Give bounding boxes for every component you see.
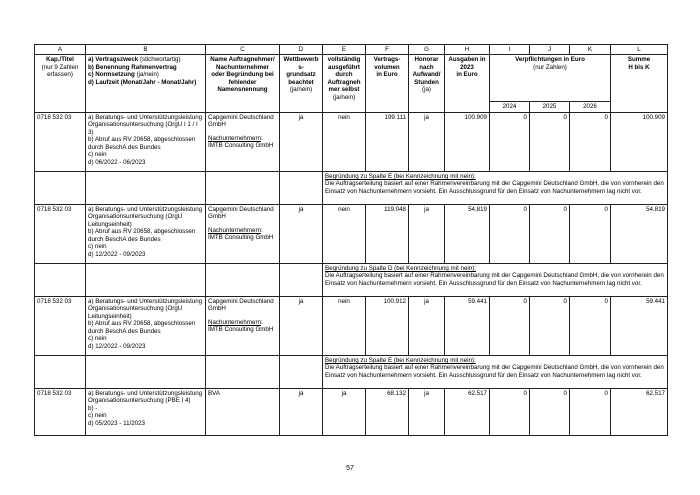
cell-2025: 0 [530,296,570,355]
reason-empty [86,263,206,296]
column-letter: E [323,45,366,55]
cell-summe: 62.517 [611,388,668,435]
header-vertragszweck: a) Vertragszweck (stichwortartig) b) Benennung Rahmenvertrag c) Normsetzung (ja/nein) d) Laufzeit (Monat/Jahr - Monat/Jahr) [86,55,206,112]
cell-volumen: 68.132 [366,388,409,435]
cell-2025: 0 [530,388,570,435]
cell-summe: 59.441 [611,296,668,355]
cell-summe: 54.819 [611,204,668,263]
cell-ausgaben: 59.441 [445,296,490,355]
table-row [35,112,668,171]
cell-honorar: ja [409,296,445,355]
reason-row [35,171,668,204]
cell-2026: 0 [570,204,611,263]
cell-auftragnehmer: Capgemini Deutschland GmbH Nachunternehmern: IMTB Consulting GmbH [206,204,280,263]
year-2025: 2025 [530,102,570,112]
header-vertragsvolumen: Vertrags- volumen in Euro [366,55,409,112]
year-2026: 2026 [570,102,611,112]
cell-kap: 0718 532 03 [35,388,86,435]
header-verpflichtungen: Verpflichtungen in Euro (nur Zahlen) [490,55,611,102]
column-letter-row [35,45,668,55]
cell-2026: 0 [570,388,611,435]
cell-2024: 0 [490,204,530,263]
reason-empty [206,171,280,204]
reason-empty [280,171,323,204]
header-summe: Summe H bis K [611,55,668,112]
column-letter: K [570,45,611,55]
header-row [35,55,668,102]
reason-empty [86,171,206,204]
cell-ausgaben: 54.819 [445,204,490,263]
cell-selbst: nein [323,204,366,263]
reason-row [35,263,668,296]
cell-honorar: ja [409,204,445,263]
cell-2025: 0 [530,204,570,263]
reason-cell: Begründung zu Spalte E (bei Kennzeichnung mit nein): Die Auftragserteilung basiert auf einer Rahmenvereinbarung mit der Capgemini Deutschland GmbH, die von vornherein den Einsatz von Nachunternehmern vorsieht. Ein Ausschlussgrund für den Einsatz von Nachunternehmern lag nicht vor. [323,171,668,204]
cell-ausgaben: 100.909 [445,112,490,171]
cell-summe: 100.909 [611,112,668,171]
reason-row [35,355,668,388]
cell-selbst: ja [323,388,366,435]
page-number: 57 [346,465,354,472]
cell-honorar: ja [409,112,445,171]
reason-empty [35,263,86,296]
cell-2026: 0 [570,112,611,171]
cell-2026: 0 [570,296,611,355]
column-letter: A [35,45,86,55]
header-ausgaben: Ausgaben in 2023 in Euro [445,55,490,112]
column-letter: G [409,45,445,55]
column-letter: I [490,45,530,55]
reason-empty [35,355,86,388]
table-row [35,296,668,355]
cell-wettbewerb: ja [280,296,323,355]
cell-2024: 0 [490,296,530,355]
cell-honorar: ja [409,388,445,435]
cell-zweck: a) Beratungs- und Unterstützungsleistung Organisationsuntersuchung (OrgU Leitungseinheit) b) Abruf aus RV 20658, abgeschlossen durch BeschA des Bundes c) nein d) 12/2022 - 09/2023 [86,296,206,355]
reason-empty [280,263,323,296]
reason-empty [206,263,280,296]
contracts-table [34,44,668,436]
cell-2025: 0 [530,112,570,171]
column-letter: J [530,45,570,55]
cell-auftragnehmer: BVA [206,388,280,435]
cell-wettbewerb: ja [280,388,323,435]
cell-kap: 0718 532 03 [35,204,86,263]
reason-cell: Begründung zu Spalte E (bei Kennzeichnung mit nein): Die Auftragserteilung basiert auf einer Rahmenvereinbarung mit der Capgemini Deutschland GmbH, die von vornherein den Einsatz von Nachunternehmern vorsieht. Ein Ausschlussgrund für den Einsatz von Nachunternehmern lag nicht vor. [323,355,668,388]
cell-zweck: a) Beratungs- und Unterstützungsleistung Organisationsuntersuchung (OrgU I 1 / I 3) b) Abruf aus RV 20658, abgeschlossen durch BeschA des Bundes c) nein d) 06/2022 - 06/2023 [86,112,206,171]
cell-2024: 0 [490,112,530,171]
column-letter: L [611,45,668,55]
cell-volumen: 199.111 [366,112,409,171]
column-letter: H [445,45,490,55]
header-selbst-ausgefuehrt: vollständig ausgeführt durch Auftragneh mer selbst (ja/nein) [323,55,366,112]
reason-cell: Begründung zu Spalte D (bei Kennzeichnung mit nein): Die Auftragserteilung basiert auf einer Rahmenvereinbarung mit der Capgemini Deutschland GmbH, die von vornherein den Einsatz von Nachunternehmern vorsieht. Ein Ausschlussgrund für den Einsatz von Nachunternehmern lag nicht vor. [323,263,668,296]
reason-empty [35,171,86,204]
cell-volumen: 100.912 [366,296,409,355]
cell-2024: 0 [490,388,530,435]
cell-wettbewerb: ja [280,112,323,171]
reason-empty [86,355,206,388]
column-letter: D [280,45,323,55]
header-wettbewerb: Wettbewerbs- grundsatz beachtet (ja/nein) [280,55,323,112]
header-kap-titel: Kap./Titel (nur 9 Zahlen erfassen) [35,55,86,112]
column-letter: B [86,45,206,55]
column-letter: C [206,45,280,55]
table-row [35,204,668,263]
reason-empty [280,355,323,388]
cell-auftragnehmer: Capgemini Deutschland GmbH Nachunternehmern: IMTB Consulting GmbH [206,112,280,171]
cell-kap: 0718 532 03 [35,296,86,355]
cell-kap: 0718 532 03 [35,112,86,171]
table-row [35,388,668,435]
header-auftragnehmer: Name Auftragnehmer/ Nachunternehmer oder Begründung bei fehlender Namensnennung [206,55,280,112]
cell-volumen: 119.048 [366,204,409,263]
year-2024: 2024 [490,102,530,112]
header-honorar: Honorar nach Aufwand/ Stunden (ja) [409,55,445,112]
column-letter: F [366,45,409,55]
cell-wettbewerb: ja [280,204,323,263]
cell-ausgaben: 62.517 [445,388,490,435]
cell-selbst: nein [323,112,366,171]
reason-empty [206,355,280,388]
cell-auftragnehmer: Capgemini Deutschland GmbH Nachunternehmern: IMTB Consulting GmbH [206,296,280,355]
cell-selbst: nein [323,296,366,355]
cell-zweck: a) Beratungs- und Unterstützungsleistung Organisationsuntersuchung (PBE I 4) b) - c) nein d) 05/2023 - 11/2023 [86,388,206,435]
cell-zweck: a) Beratungs- und Unterstützungsleistung Organisationsuntersuchung (OrgU Leitungseinheit) b) Abruf aus RV 20658, abgeschlossen durch BeschA des Bundes c) nein d) 12/2022 - 09/2023 [86,204,206,263]
